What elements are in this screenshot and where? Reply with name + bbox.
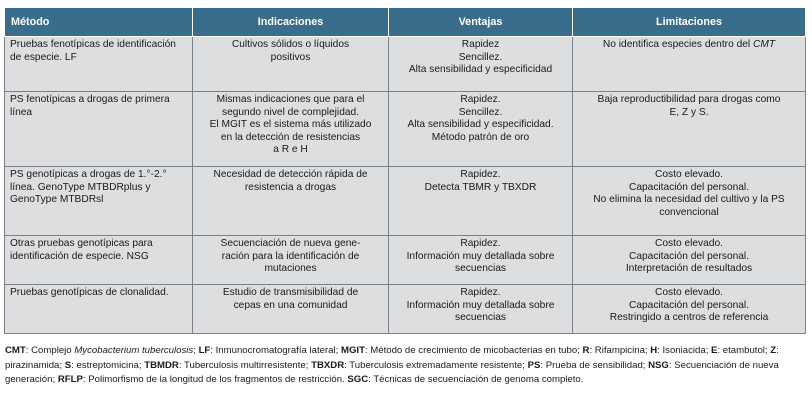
cell-line: No elimina la necesidad del cultivo y la PS — [593, 194, 785, 206]
footnote-abbr: TBMDR — [144, 359, 179, 371]
cell-line: Capacitación del personal. — [628, 181, 750, 193]
cell-limitaciones — [573, 167, 806, 236]
cell-metodo: PS genotípicas a drogas de 1.°-2.° línea. GenoType MTBDRplus y GenoType MTBDRsl — [5, 167, 193, 236]
footnote-text: : Prueba de sensibilidad; — [540, 359, 649, 371]
cell-indicaciones — [193, 167, 389, 236]
footnote-text: ; — [193, 345, 199, 356]
cell-line: cepas en una comunidad — [233, 299, 348, 311]
cell-line: secuencias — [455, 312, 506, 324]
cell-line: Restringido a centros de referencia — [609, 312, 769, 324]
cell-line: Alta sensibilidad y especificidad. — [407, 119, 554, 131]
cell-line: Información muy detallada sobre — [406, 299, 555, 311]
cell-limitaciones — [573, 37, 806, 92]
footnote-text: : pirazinamida; — [5, 345, 779, 371]
table-footnote — [5, 344, 805, 388]
cell-line: a R e H — [273, 144, 308, 156]
cell-ventajas — [389, 37, 573, 92]
cell-metodo: Pruebas fenotípicas de identificación de especie. LF — [5, 37, 193, 92]
methods-table — [4, 7, 806, 334]
footnote-text: : Técnicas de secuenciación de genoma completo. — [368, 374, 584, 386]
cell-line: Capacitación del personal. — [628, 250, 750, 262]
header-metodo: Método — [5, 8, 193, 37]
cell-metodo: Pruebas genotípicas de clonalidad. — [5, 285, 193, 334]
table-row — [5, 167, 806, 236]
footnote-text: : Isoniacida; — [657, 345, 712, 356]
cell-line: Método patrón de oro — [431, 131, 530, 143]
footnote-text: : Complejo — [25, 345, 75, 356]
cell-line: Sencillez. — [458, 51, 503, 63]
footnote-text: : Método de crecimiento de micobacterias en tubo; — [364, 345, 583, 356]
cell-ventajas — [389, 285, 573, 334]
cell-line: resistencia a drogas — [244, 181, 337, 193]
footnote-emphasis: Mycobacterium tuberculosis — [74, 345, 194, 356]
footnote-text: : estreptomicina; — [71, 359, 145, 371]
footnote-text: : Secuenciación de nueva generación; — [5, 359, 779, 386]
footnote-text: : Rifampicina; — [589, 345, 651, 356]
cell-line: mutaciones — [264, 263, 317, 275]
cell-line: positivos — [270, 51, 311, 63]
cell-line: Costo elevado. — [655, 287, 723, 298]
header-indicaciones: Indicaciones — [193, 8, 389, 37]
footnote-abbr: S — [64, 359, 72, 371]
cell-line: E, Z y S. — [669, 106, 709, 118]
cell-line: Rapidez. — [460, 287, 501, 298]
cell-line: Interpretación de resultados — [625, 263, 753, 275]
footnote-abbr: NSG — [648, 359, 669, 371]
footnote-abbr: Z — [770, 345, 777, 356]
footnote-abbr: LF — [198, 345, 211, 356]
cell-line: Costo elevado. — [655, 238, 723, 249]
cell-emphasis: CMT — [753, 39, 776, 50]
footnote-text: : Tuberculosis multirresistente; — [178, 359, 312, 371]
cell-line: Mismas indicaciones que para el — [216, 94, 365, 105]
footnote-abbr: MGIT — [340, 345, 365, 356]
cell-line: Baja reproductibilidad para drogas como — [597, 94, 781, 105]
cell-indicaciones — [193, 37, 389, 92]
cell-metodo: PS fenotípicas a drogas de primera línea — [5, 92, 193, 167]
cell-limitaciones — [573, 236, 806, 285]
cell-line: Alta sensibilidad y especificidad — [408, 64, 553, 76]
cell-line: Costo elevado. — [655, 169, 723, 180]
cell-line: Sencillez. — [458, 106, 503, 118]
cell-line: Capacitación del personal. — [628, 299, 750, 311]
cell-line: segundo nivel de complejidad. — [221, 106, 360, 118]
cell-line: Rapidez. — [460, 169, 501, 180]
cell-indicaciones — [193, 92, 389, 167]
cell-line: Secuenciación de nueva gene- — [220, 238, 361, 249]
cell-line: Rapidez. — [460, 94, 501, 105]
cell-indicaciones — [193, 236, 389, 285]
cell-line: El MGIT es el sistema más utilizado — [209, 119, 372, 131]
footnote-text: : Inmunocromatografía lateral; — [210, 345, 341, 356]
cell-ventajas — [389, 92, 573, 167]
footnote-abbr: RFLP — [57, 374, 83, 386]
cell-line: Necesidad de detección rápida de — [213, 169, 368, 180]
table-row — [5, 236, 806, 285]
cell-line: Rapidez — [461, 39, 500, 50]
footnote-text: : etambutol; — [717, 345, 771, 356]
footnote-abbr: H — [650, 345, 658, 356]
footnote-abbr: R — [582, 345, 590, 356]
footnote-abbr: SGC — [347, 374, 369, 386]
cell-text: No identifica especies dentro del — [602, 39, 753, 50]
cell-line: secuencias — [455, 263, 506, 275]
cell-line: ración para la identificación de — [221, 250, 360, 262]
footnote-abbr: TBXDR — [311, 359, 345, 371]
header-limitaciones: Limitaciones — [573, 8, 806, 37]
cell-limitaciones — [573, 285, 806, 334]
cell-ventajas — [389, 167, 573, 236]
table-row — [5, 37, 806, 92]
footnote-abbr: E — [711, 345, 718, 356]
cell-line: Estudio de transmisibilidad de — [222, 287, 359, 298]
footnote-abbr: CMT — [5, 345, 26, 356]
header-ventajas: Ventajas — [389, 8, 573, 37]
footnote-text: : Tuberculosis extremadamente resistente; — [344, 359, 528, 371]
cell-line: Información muy detallada sobre — [406, 250, 555, 262]
cell-indicaciones — [193, 285, 389, 334]
cell-line: Rapidez. — [460, 238, 501, 249]
cell-line: en la detección de resistencias — [220, 131, 361, 143]
cell-line: Detecta TBMR y TBXDR — [424, 181, 537, 193]
table-header-row — [5, 8, 806, 37]
cell-line: convencional — [659, 206, 719, 218]
cell-ventajas — [389, 236, 573, 285]
footnote-abbr: PS — [527, 359, 541, 371]
cell-metodo: Otras pruebas genotípicas para identificación de especie. NSG — [5, 236, 193, 285]
footnote-text: : Polimorfismo de la longitud de los fragmentos de restricción. — [82, 374, 348, 386]
table-row — [5, 285, 806, 334]
table-row — [5, 92, 806, 167]
cell-line: Cultivos sólidos o líquidos — [231, 39, 350, 50]
cell-limitaciones — [573, 92, 806, 167]
